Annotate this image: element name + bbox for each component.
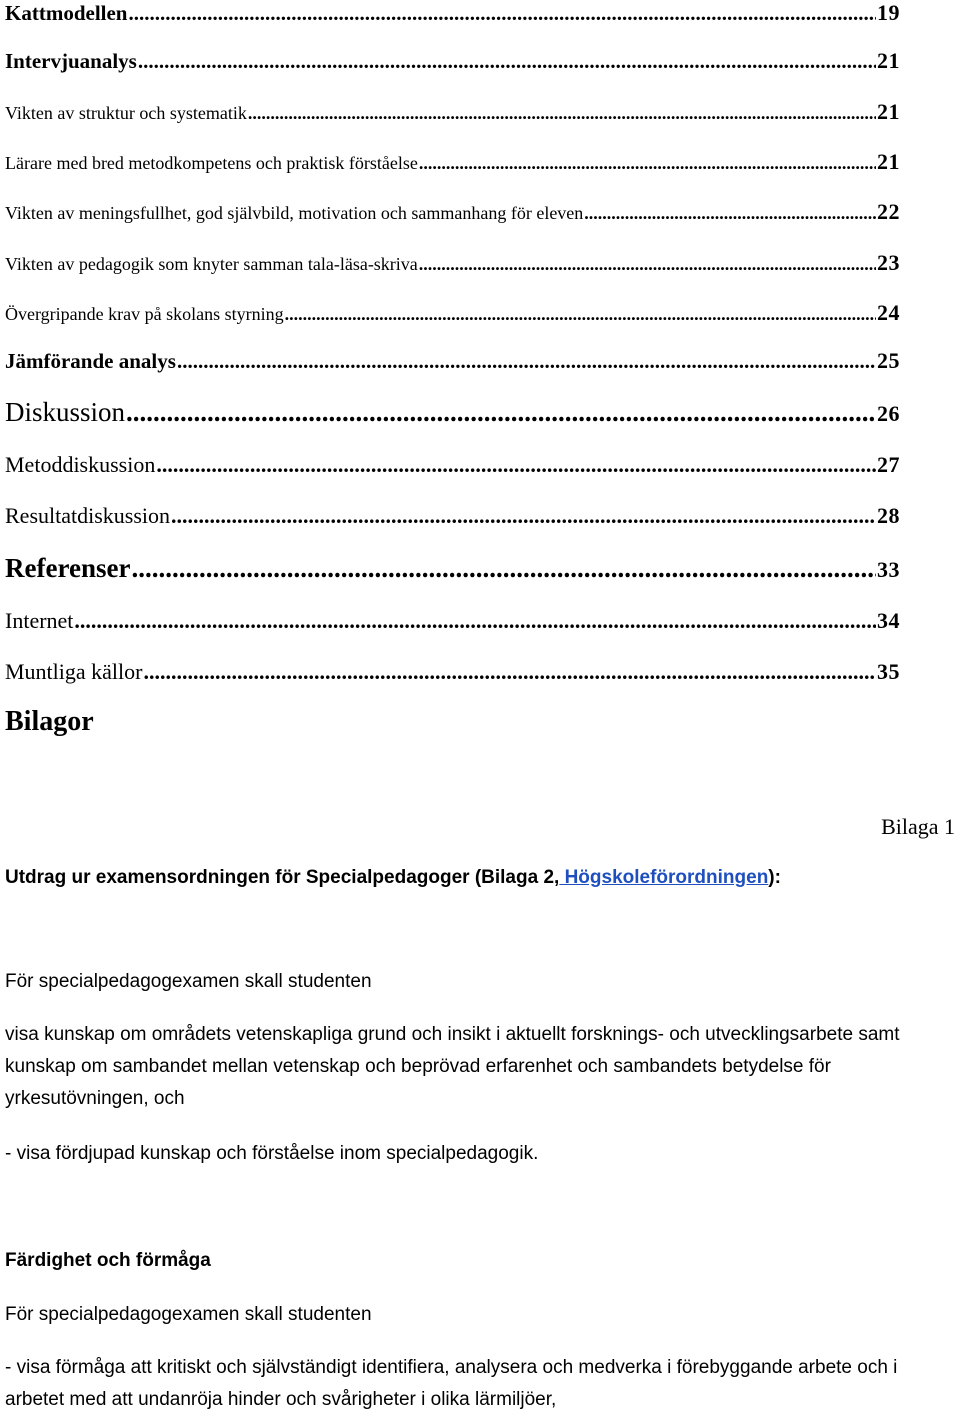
section-heading: Färdighet och förmåga — [5, 1250, 211, 1271]
toc-entry-page: 28 — [877, 503, 900, 528]
toc-entry-page: 23 — [877, 250, 900, 275]
toc-entry-page: 21 — [877, 149, 900, 174]
toc-entry-page: 26 — [877, 401, 900, 426]
intro-text: För specialpedagogexamen skall studenten — [5, 1304, 372, 1325]
paragraph-ability: - visa förmåga att kritiskt och självständigt identifiera, analysera och medverka i förebyggande arbete och i arbetet med att undanröja hinder och svårigheter i olika lärmiljöer, — [5, 1357, 898, 1410]
toc-entry[interactable] — [5, 503, 900, 529]
toc-entry-title: Lärare med bred metodkompetens och praktisk förståelse — [5, 153, 418, 173]
toc-entry-title: Resultatdiskussion — [5, 503, 171, 528]
toc-entry-title: Vikten av meningsfullhet, god självbild, motivation och sammanhang för eleven — [5, 203, 584, 223]
toc-entry-page: 33 — [877, 557, 900, 582]
toc-leader-dots — [171, 503, 876, 529]
toc-entry[interactable] — [5, 608, 900, 634]
toc-entry[interactable] — [5, 452, 900, 478]
toc-entry-page: 21 — [877, 48, 900, 73]
toc-entry-title: Kattmodellen — [5, 1, 128, 25]
toc-entry-title: Referenser — [5, 553, 131, 583]
toc-leader-dots — [156, 452, 876, 478]
toc-leader-dots — [285, 304, 876, 325]
toc-entry-title: Muntliga källor — [5, 659, 143, 684]
toc-leader-dots — [177, 349, 876, 374]
toc-leader-dots — [126, 397, 876, 428]
toc-entry-page: 25 — [877, 348, 900, 373]
toc-entry-page: 27 — [877, 452, 900, 477]
excerpt-title-prefix: Utdrag ur examensordningen för Specialpedagoger (Bilaga 2, — [5, 867, 560, 888]
toc-entry-page: 21 — [877, 99, 900, 124]
toc-entry[interactable] — [5, 553, 900, 584]
toc-leader-dots — [584, 203, 876, 224]
toc-entry-title: Internet — [5, 608, 74, 633]
toc-entry[interactable] — [5, 48, 900, 74]
toc-entry[interactable] — [5, 250, 900, 276]
hogskoleforordningen-link[interactable]: Högskoleförordningen — [559, 867, 769, 888]
excerpt-title — [5, 862, 960, 894]
toc-entry[interactable] — [5, 300, 900, 326]
appendix-heading: Bilagor — [5, 706, 94, 737]
toc-entry-title: Vikten av pedagogik som knyter samman tala-läsa-skriva — [5, 254, 418, 274]
excerpt-title-suffix: ): — [768, 867, 781, 888]
toc-entry[interactable] — [5, 397, 900, 428]
toc-entry[interactable] — [5, 199, 900, 225]
toc-entry-page: 34 — [877, 608, 900, 633]
toc-entry[interactable] — [5, 659, 900, 685]
toc-entry-page: 35 — [877, 659, 900, 684]
toc-entry-page: 22 — [877, 199, 900, 224]
toc-leader-dots — [143, 659, 876, 685]
toc-leader-dots — [74, 608, 876, 634]
paragraph-deepened-knowledge: - visa fördjupad kunskap och förståelse inom specialpedagogik. — [5, 1143, 539, 1164]
toc-leader-dots — [138, 49, 876, 74]
toc-entry-title: Vikten av struktur och systematik — [5, 103, 247, 123]
appendix-label: Bilaga 1 — [881, 814, 955, 839]
toc-entry-title: Metoddiskussion — [5, 452, 156, 477]
toc-entry[interactable] — [5, 99, 900, 125]
toc-leader-dots — [131, 553, 876, 584]
toc-entry-title: Övergripande krav på skolans styrning — [5, 304, 284, 324]
toc-leader-dots — [128, 1, 876, 26]
toc-leader-dots — [419, 254, 876, 275]
toc-entry[interactable] — [5, 149, 900, 175]
intro-text: För specialpedagogexamen skall studenten — [5, 971, 372, 992]
toc-entry[interactable] — [5, 0, 900, 26]
toc-entry-title: Jämförande analys — [5, 349, 176, 373]
toc-leader-dots — [419, 153, 876, 174]
toc-leader-dots — [248, 103, 876, 124]
toc-entry[interactable] — [5, 348, 900, 374]
paragraph-knowledge: visa kunskap om områdets vetenskapliga grund och insikt i aktuellt forsknings- och utvecklingsarbete samt kunskap om sambandet mellan vetenskap och beprövad erfarenhet och sambandets betydelse för yrkesutövningen, och — [5, 1024, 900, 1109]
toc-entry-title: Intervjuanalys — [5, 49, 137, 73]
toc-entry-page: 19 — [877, 0, 900, 25]
toc-entry-title: Diskussion — [5, 397, 126, 427]
toc-entry-page: 24 — [877, 300, 900, 325]
